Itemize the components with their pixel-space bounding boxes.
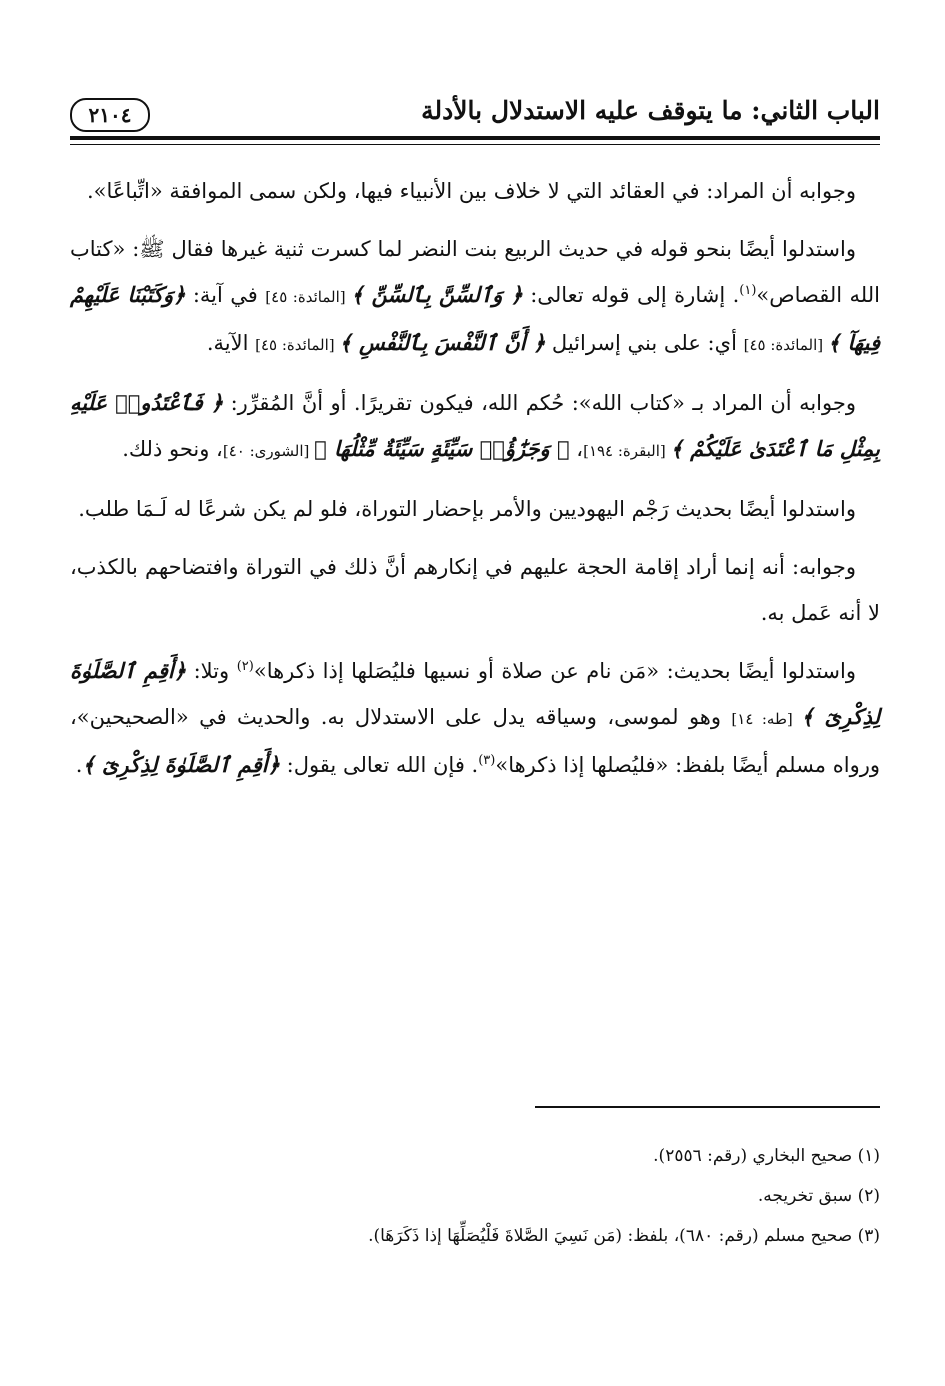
text-run: ، — [569, 437, 584, 461]
text-run: وجوابه أن المراد بـ «كتاب الله»: حُكم الله، فيكون تقريرًا. أو أنَّ المُقرِّر: — [223, 391, 856, 415]
chapter-title: الباب الثاني: ما يتوقف عليه الاستدلال بالأدلة — [421, 96, 880, 125]
footnote-separator — [535, 1106, 880, 1108]
paragraph-3 — [70, 380, 880, 474]
footnotes — [70, 1136, 880, 1256]
paragraph-2 — [70, 226, 880, 368]
footnote-marker-2: (٢) — [236, 659, 254, 674]
paragraph-1: وجوابه أن المراد: في العقائد التي لا خلاف بين الأنبياء فيها، ولكن سمى الموافقة «اتِّباعًا». — [86, 179, 856, 203]
quran-verse: ﴿أَقِمِ ٱلصَّلَوٰةَ لِذِكْرِىٓ ﴾ — [70, 658, 880, 729]
footnote-1: (١) صحيح البخاري (رقم: ٢٥٥٦). — [653, 1146, 880, 1166]
quran-verse: ﴿ وَجَزَٰٓؤُا۟ سَيِّئَةٍ سَيِّئَةٌ مِّثْلُهَا ﴾ — [314, 436, 570, 461]
text-run: واستدلوا أيضًا بحديث: «مَن نام عن صلاة أو نسيها فليُصَلها إذا ذكرها» — [253, 659, 856, 683]
text-run: وهو لموسى، وسياقه يدل على الاستدلال به. والحديث في «الصحيحين»، ورواه مسلم أيضًا بلفظ: «فليُصلها إذا ذكرها» — [70, 705, 880, 777]
text-run: . فإن الله تعالى يقول: — [279, 753, 479, 777]
main-text — [70, 168, 880, 800]
footnote-marker-3: (٣) — [478, 753, 496, 768]
quran-verse: ﴿ أَنَّ ٱلنَّفْسَ بِٱلنَّفْسِ ﴾ — [339, 330, 546, 355]
footnote-3: (٣) صحيح مسلم (رقم: ٦٨٠)، بلفظ: (مَن نَسِيَ الصَّلاةَ فَلْيُصَلِّهَا إذا ذَكَرَهَا). — [368, 1226, 880, 1246]
page-number: ٢١٠٤ — [70, 98, 150, 132]
verse-reference: [البقرة: ١٩٤] — [583, 442, 671, 460]
quran-verse: ﴿ فَٱعْتَدُوا۟ عَلَيْهِ بِمِثْلِ مَا ٱعْتَدَىٰ عَلَيْكُمْ ﴾ — [70, 390, 880, 461]
quran-verse: ﴿ وَٱلسِّنَّ بِٱلسِّنِّ ﴾ — [351, 282, 523, 307]
text-run: واستدلوا أيضًا بنحو قوله في حديث الربيع بنت النضر لما كسرت ثنية غيرها فقال ﷺ: «كتاب الله القصاص» — [70, 237, 880, 307]
paragraph-4: واستدلوا أيضًا بحديث رَجْم اليهوديين والأمر بإحضار التوراة، فلو لم يكن شرعًا له لَـمَا طلب. — [78, 497, 856, 521]
text-run: وتلا: — [186, 659, 237, 683]
text-run: . — [75, 753, 83, 777]
verse-reference: [الشورى: ٤٠] — [222, 442, 315, 460]
paragraph-5: وجوابه: أنه إنما أراد إقامة الحجة عليهم في إنكارهم أنَّ ذلك في التوراة وافتضاحهم بالكذب، لا أنه عَمل به. — [70, 555, 880, 625]
header-rule-thick — [70, 136, 880, 140]
verse-reference: [المائدة: ٤٥] — [265, 288, 352, 306]
footnote-2: (٢) سبق تخريجه. — [757, 1186, 880, 1206]
running-header — [70, 92, 880, 148]
quran-verse: ﴿وَكَتَبْنَا عَلَيْهِمْ فِيهَآ ﴾ — [70, 282, 880, 355]
verse-reference: [المائدة: ٤٥] — [743, 336, 828, 354]
verse-reference: [طه: ١٤] — [731, 710, 802, 728]
text-run: . إشارة إلى قوله تعالى: — [522, 283, 740, 307]
text-run: ، ونحو ذلك. — [122, 437, 223, 461]
verse-reference: [المائدة: ٤٥] — [255, 336, 340, 354]
text-run: أي: على بني إسرائيل — [545, 331, 744, 355]
text-run: في آية: — [185, 283, 266, 307]
paragraph-6 — [70, 648, 880, 788]
footnote-marker-1: (١) — [739, 283, 757, 298]
quran-verse: ﴿أَقِمِ ٱلصَّلَوٰةَ لِذِكْرِىٓ ﴾ — [82, 752, 280, 777]
text-run: الآية. — [206, 331, 256, 355]
header-rule-thin — [70, 144, 880, 145]
